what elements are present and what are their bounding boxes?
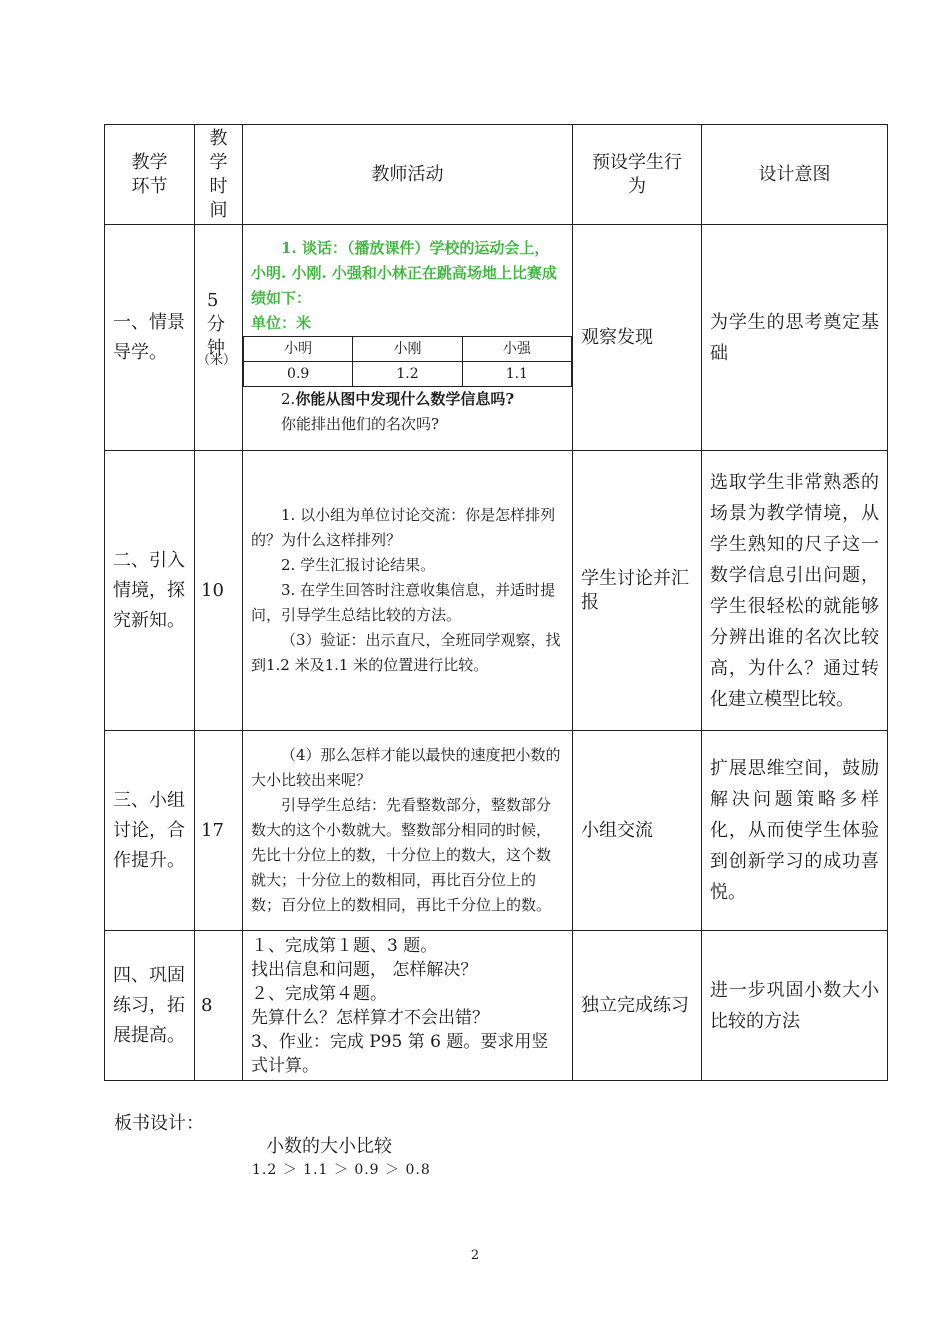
time-cell	[195, 225, 243, 451]
activity-line: 1. 以小组为单位讨论交流：你是怎样排列的？为什么这样排列？	[251, 506, 556, 549]
table-row	[105, 731, 888, 931]
activity-line: （4）那么怎样才能以最快的速度把小数的大小比较出来呢？	[251, 746, 561, 789]
unit-note: （米）	[197, 353, 237, 368]
table-row	[105, 931, 888, 1081]
stage-cell: 一、情景导学。	[105, 225, 195, 451]
header-behavior: 预设学生行为	[573, 125, 702, 225]
activity-line: 找出信息和问题， 怎样解决？	[251, 959, 478, 980]
header-time: 教学时间	[195, 125, 243, 225]
activity-line: 2. 学生汇报讨论结果。	[281, 556, 436, 574]
intent-cell: 为学生的思考奠定基础	[702, 225, 888, 451]
table-cell: 1.2	[353, 362, 462, 387]
behavior-cell: 独立完成练习	[573, 931, 702, 1081]
time-cell: 8	[195, 931, 243, 1081]
table-row	[105, 451, 888, 731]
activity-line: 引导学生总结：先看整数部分，整数部分数大的这个小数就大。整数部分相同的时候，先比十分位上的数，十分位上的数大，这个数就大；十分位上的数相同，再比百分位上的数；百分位上的数相同，再比千分位上的数。	[251, 796, 552, 914]
activity-cell	[243, 225, 573, 451]
score-values-row	[244, 362, 572, 387]
question-1: 2.你能从图中发现什么数学信息吗?	[281, 390, 515, 408]
activity-cell	[243, 931, 573, 1081]
board-equation: 1.2 ＞ 1.1 ＞ 0.9 ＞ 0.8	[252, 1162, 431, 1178]
activity-line: （3）验证：出示直尺，全班同学观察，找到1.2 米及1.1 米的位置进行比较。	[251, 631, 561, 674]
behavior-cell: 小组交流	[573, 731, 702, 931]
stage-cell: 四、巩固练习，拓展提高。	[105, 931, 195, 1081]
board-title: 小数的大小比较	[266, 1136, 392, 1157]
stage-cell: 三、小组讨论，合作提升。	[105, 731, 195, 931]
intent-cell: 选取学生非常熟悉的场景为教学情境，从学生熟知的尺子这一数学信息引出问题，学生很轻松的就能够分辨出谁的名次比较高，为什么？通过转化建立模型比较。	[702, 451, 888, 731]
lesson-plan-table	[104, 124, 888, 1081]
board-design-label: 板书设计：	[114, 1113, 204, 1134]
activity-line: 3. 在学生回答时注意收集信息，并适时提问，引导学生总结比较的方法。	[251, 581, 556, 624]
score-names-row	[244, 337, 572, 362]
table-cell: 小刚	[353, 337, 462, 362]
time-cell: 17	[195, 731, 243, 931]
table-cell: 小明	[244, 337, 353, 362]
header-activity: 教师活动	[243, 125, 573, 225]
page-number: 2	[470, 1248, 480, 1263]
header-intent: 设计意图	[702, 125, 888, 225]
table-cell: 小强	[462, 337, 571, 362]
table-cell: 0.9	[244, 362, 353, 387]
behavior-cell: 观察发现	[573, 225, 702, 451]
header-row	[105, 125, 888, 225]
intent-cell: 扩展思维空间，鼓励解决问题策略多样化，从而使学生体验到创新学习的成功喜悦。	[702, 731, 888, 931]
question-2: 你能排出他们的名次吗?	[281, 415, 440, 433]
unit-label: 单位：米	[251, 314, 312, 332]
table-row	[105, 225, 888, 451]
score-table	[243, 336, 572, 387]
activity-cell	[243, 731, 573, 931]
header-stage: 教学环节	[105, 125, 195, 225]
stage-cell: 二、引入情境，探究新知。	[105, 451, 195, 731]
intent-cell: 进一步巩固小数大小比较的方法	[702, 931, 888, 1081]
intro-text: 1. 谈话：（播放课件）学校的运动会上，小明. 小刚. 小强和小林正在跳高场地上比赛成绩如下：	[251, 239, 557, 307]
activity-cell	[243, 451, 573, 731]
activity-line: １、完成第１题、3 题。	[251, 935, 438, 956]
table-cell: 1.1	[462, 362, 571, 387]
time-cell: 10	[195, 451, 243, 731]
behavior-cell: 学生讨论并汇报	[573, 451, 702, 731]
activity-line: 3、作业：完成 P95 第 6 题。要求用竖式计算。	[251, 1031, 549, 1076]
activity-line: ２、完成第４题。	[251, 983, 387, 1004]
time-value: 5分钟	[207, 290, 225, 359]
activity-line: 先算什么？怎样算才不会出错？	[251, 1007, 489, 1028]
